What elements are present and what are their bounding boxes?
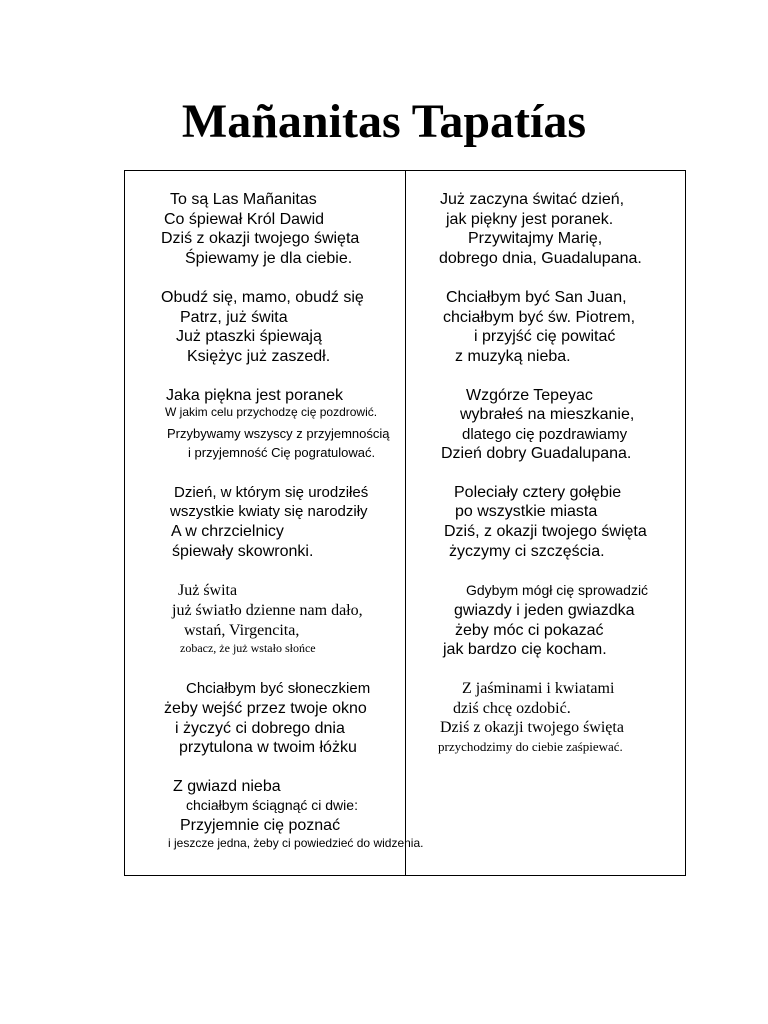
lyric-line-left: i jeszcze jedna, żeby ci powiedzieć do widzenia. <box>168 836 424 850</box>
lyric-line-right: jak bardzo cię kocham. <box>443 641 607 658</box>
lyric-line-right: Dziś z okazji twojego święta <box>440 719 624 736</box>
lyric-line-right: dobrego dnia, Guadalupana. <box>439 250 642 267</box>
column-divider <box>405 170 406 876</box>
lyric-line-left: śpiewały skowronki. <box>172 543 314 560</box>
lyric-line-left: i życzyć ci dobrego dnia <box>175 720 345 737</box>
lyric-line-left: Dziś z okazji twojego święta <box>161 230 360 247</box>
lyric-line-left: Przybywamy wszyscy z przyjemnością <box>167 426 390 441</box>
lyric-line-right: Poleciały cztery gołębie <box>454 484 622 501</box>
lyric-line-left: Już świta <box>178 582 238 599</box>
lyric-line-left: i przyjemność Cię pogratulować. <box>188 445 376 460</box>
lyric-line-right: życzymy ci szczęścia. <box>449 543 605 560</box>
lyric-line-left: wszystkie kwiaty się narodziły <box>170 503 368 520</box>
page-title: Mañanitas Tapatías <box>181 95 587 148</box>
lyric-line-right: żeby móc ci pokazać <box>455 622 604 639</box>
lyric-line-right: Wzgórze Tepeyac <box>466 387 593 404</box>
lyric-line-left: Księżyc już zaszedł. <box>187 348 331 365</box>
lyric-line-left: Śpiewamy je dla ciebie. <box>185 250 353 267</box>
lyric-line-right: gwiazdy i jeden gwiazdka <box>454 602 635 619</box>
lyric-line-right: jak piękny jest poranek. <box>446 211 614 228</box>
lyric-line-right: Gdybym mógł cię sprowadzić <box>466 582 649 598</box>
lyric-line-left: W jakim celu przychodzę cię pozdrowić. <box>165 405 378 419</box>
lyric-line-left: Dzień, w którym się urodziłeś <box>174 484 369 501</box>
lyric-line-left: A w chrzcielnicy <box>171 523 284 540</box>
lyric-line-right: Dziś, z okazji twojego święta <box>444 523 647 540</box>
lyric-line-left: Jaka piękna jest poranek <box>166 387 343 404</box>
lyric-line-right: Z jaśminami i kwiatami <box>462 680 615 697</box>
lyric-line-left: chciałbym ściągnąć ci dwie: <box>186 797 358 813</box>
lyric-line-right: z muzyką nieba. <box>455 348 571 365</box>
lyric-line-left: Chciałbym być słoneczkiem <box>186 680 371 697</box>
lyric-line-left: żeby wejść przez twoje okno <box>164 700 367 717</box>
lyric-line-right: dziś chcę ozdobić. <box>453 700 571 717</box>
lyric-line-left: już światło dzienne nam dało, <box>172 602 363 619</box>
lyric-line-left: Patrz, już świta <box>180 309 288 326</box>
lyric-line-left: zobacz, że już wstało słońce <box>180 641 316 655</box>
lyric-line-left: Z gwiazd nieba <box>173 778 281 795</box>
lyric-line-right: po wszystkie miasta <box>455 503 598 520</box>
lyric-line-left: przytulona w twoim łóżku <box>179 739 357 756</box>
lyric-line-right: przychodzimy do ciebie zaśpiewać. <box>438 739 623 754</box>
lyric-line-right: Chciałbym być San Juan, <box>446 289 627 306</box>
lyric-line-right: wybrałeś na mieszkanie, <box>460 406 635 423</box>
lyric-line-right: Dzień dobry Guadalupana. <box>441 445 632 462</box>
lyric-line-left: Co śpiewał Król Dawid <box>164 211 325 228</box>
lyric-line-right: i przyjść cię powitać <box>474 328 616 345</box>
lyric-line-left: To są Las Mañanitas <box>170 191 317 208</box>
lyric-line-left: Już ptaszki śpiewają <box>176 328 322 345</box>
lyric-line-left: Obudź się, mamo, obudź się <box>161 289 364 306</box>
lyric-line-left: wstań, Virgencita, <box>184 622 300 639</box>
lyric-line-right: Już zaczyna świtać dzień, <box>440 191 625 208</box>
lyric-line-right: chciałbym być św. Piotrem, <box>443 309 636 326</box>
lyric-line-right: Przywitajmy Marię, <box>468 230 603 247</box>
lyric-line-right: dlatego cię pozdrawiamy <box>462 426 628 443</box>
lyric-line-left: Przyjemnie cię poznać <box>180 817 341 834</box>
